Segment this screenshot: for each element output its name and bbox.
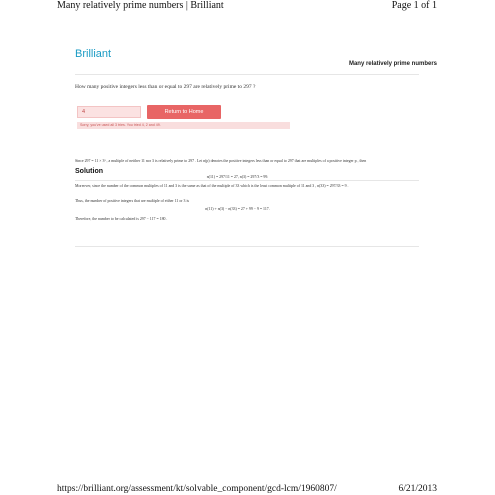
print-header-title: Many relatively prime numbers | Brilliant bbox=[57, 0, 224, 11]
solution-paragraph: Thus, the number of positive integers that are multiple of either 11 or 3 is bbox=[75, 199, 190, 203]
solution-equation: n(11) + n(3) − n(33) = 27 + 99 − 9 = 117. bbox=[205, 207, 270, 211]
solution-paragraph: Moreover, since the number of the common multiples of 11 and 3 is the same as that of the multiple of 33 which is the least common multiple of 11 and 3 , n(33) = 297/33 = 9 . bbox=[75, 184, 349, 188]
divider bbox=[75, 74, 419, 75]
solution-equation: n(11) = 297/11 = 27, n(3) = 297/3 = 99. bbox=[206, 175, 269, 179]
brilliant-logo[interactable]: Brilliant bbox=[75, 48, 112, 60]
problem-title: Many relatively prime numbers bbox=[348, 61, 437, 67]
print-footer-date: 6/21/2013 bbox=[398, 484, 437, 494]
answer-input[interactable]: 4 bbox=[77, 106, 141, 118]
return-to-home-button[interactable]: Return to Home bbox=[147, 105, 221, 119]
print-header-page: Page 1 of 1 bbox=[391, 0, 437, 11]
problem-question: How many positive integers less than or equal to 297 are relatively prime to 297 ? bbox=[75, 84, 256, 90]
divider bbox=[75, 180, 419, 181]
error-message: Sorry, you've used all 3 tries. You tried 4, 2 and 49. bbox=[77, 122, 290, 129]
print-footer-url: https://brilliant.org/assessment/kt/solvable_component/gcd-lcm/1960807/ bbox=[57, 484, 337, 494]
solution-heading: Solution bbox=[75, 168, 103, 175]
divider bbox=[75, 246, 419, 247]
solution-paragraph: Since 297 = 11 × 3³ , a multiple of neither 11 nor 3 is relatively prime to 297 . Let n(p) denotes the positive integers less than or equal to 297 that are multiples of a positive integer p , then bbox=[75, 159, 367, 163]
solution-paragraph: Therefore, the number to be calculated is 297 − 117 = 180 . bbox=[75, 217, 168, 221]
